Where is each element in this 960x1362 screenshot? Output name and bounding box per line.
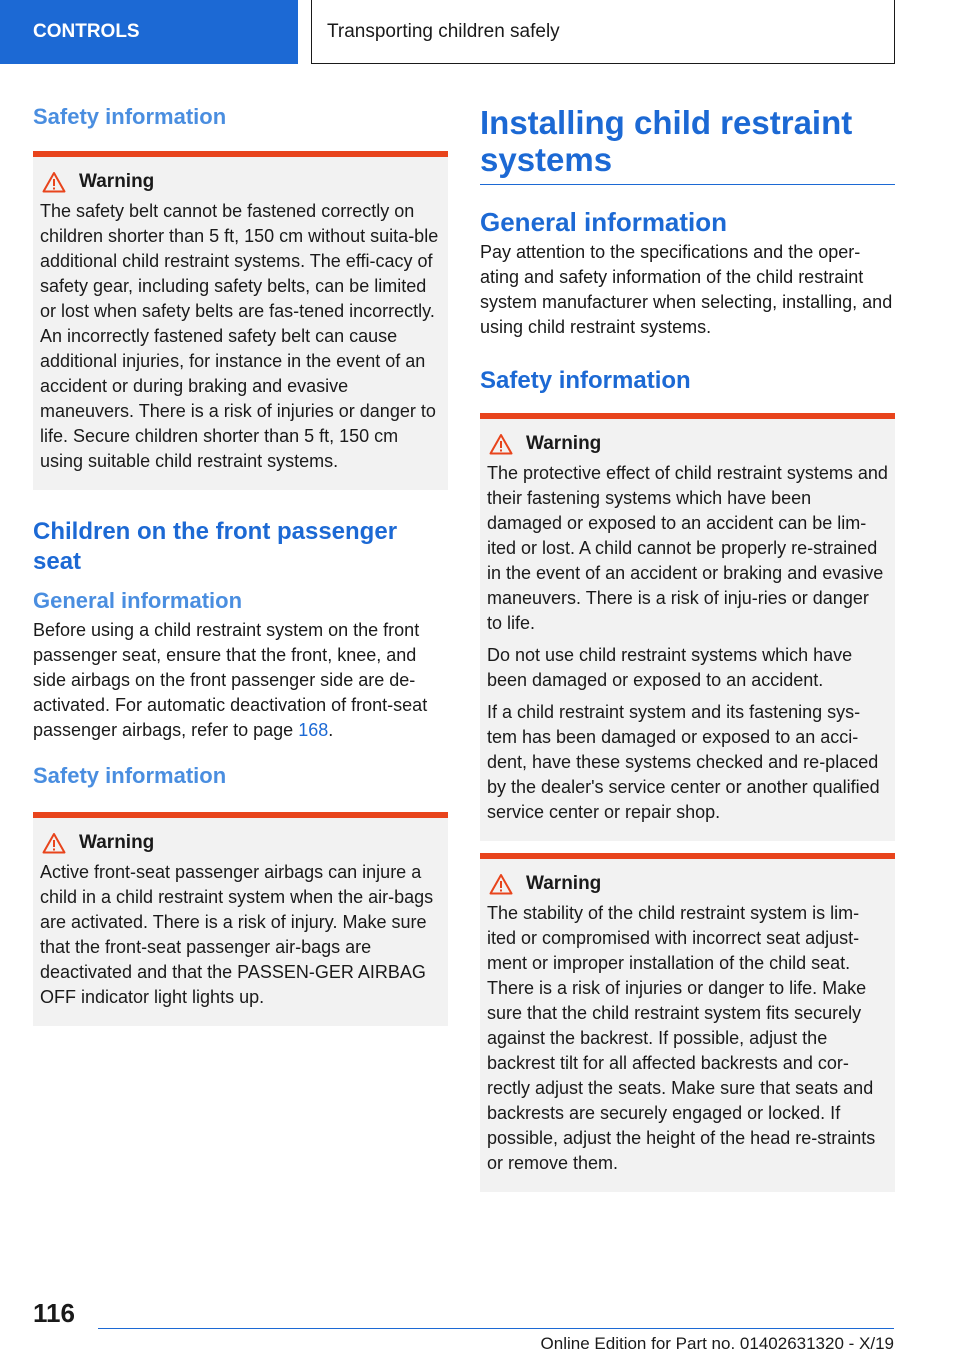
- general-text: Before using a child restraint system on the front passenger seat, ensure that the front, knee, and side airbags on the front passenger side are de-activated. For automatic deactivation of front-seat passenger airbags, refer to page 168.: [33, 620, 428, 740]
- warning-header: [40, 171, 441, 193]
- warning-triangle-icon: [42, 171, 66, 193]
- warning-header: [487, 433, 888, 455]
- warning-header: [487, 873, 888, 895]
- warning-box: [33, 151, 448, 490]
- warning-paragraph-2: Do not use child restraint systems which have been damaged or exposed to an accident.: [487, 645, 853, 690]
- general-heading: General information: [33, 588, 243, 613]
- warning-paragraph-3: If a child restraint system and its fastening sys-tem has been damaged or exposed to an acci-dent, have these systems checked and re-placed by the dealer's service center or another qualified service center or repair shop.: [487, 702, 880, 822]
- warning-text: The stability of the child restraint system is lim-ited or compromised with incorrect seat adjust-ment or improper installation of the child seat. There is a risk of injuries or danger to life. Make sure that the child restraint system fits securely against the backrest. If possible, adjust the backrest tilt for all affected backrests and cor-rectly adjust the seats. Make sure that seats and backrests are securely engaged or locked. If possible, adjust the height of the head re-straints or remove them.: [487, 903, 876, 1173]
- heading-rule: [480, 184, 895, 185]
- safety-heading: Safety information: [480, 367, 691, 394]
- general-text: Pay attention to the specifications and the oper-ating and safety information of the child restraint system manufacturer when selecting, installing, and using child restraint systems.: [480, 242, 893, 337]
- safety-heading: Safety information: [33, 104, 227, 129]
- right-column: [480, 104, 895, 1192]
- warning-title: Warning: [79, 832, 155, 853]
- warning-triangle-icon: [42, 832, 66, 854]
- left-column: [33, 100, 448, 1026]
- page-number: 116: [33, 1298, 75, 1328]
- warning-header: [40, 832, 441, 854]
- warning-text: Active front-seat passenger airbags can injure a child in a child restraint system when the air-bags are activated. There is a risk of injury. Make sure that the front-seat passenger air-bags are deactivated and that the PASSEN-GER AIRBAG OFF indicator light lights up.: [40, 862, 434, 1007]
- warning-triangle-icon: [489, 873, 513, 895]
- page-reference-link[interactable]: 168: [298, 720, 329, 740]
- footer-edition: Online Edition for Part no. 01402631320 - X/19: [540, 1334, 894, 1353]
- warning-title: Warning: [79, 171, 155, 192]
- warning-box-2: [33, 812, 448, 1026]
- warning-text: The safety belt cannot be fastened correctly on children shorter than 5 ft, 150 cm without suita-ble additional child restraint systems. The effi-cacy of safety gear, including safety belts, can be limited or lost when safety belts are fas-tened incorrectly. An incorrectly fastened safety belt can cause additional injuries, for instance in the event of an accident or during braking and evasive maneuvers. There is a risk of injuries or danger to life. Secure children shorter than 5 ft, 150 cm using suitable child restraint systems.: [40, 201, 439, 471]
- general-heading: General information: [480, 207, 728, 237]
- section-tab: CONTROLS: [0, 0, 298, 64]
- warning-triangle-icon: [489, 433, 513, 455]
- warning-box-2: [480, 853, 895, 1192]
- chapter-title: Transporting children safely: [311, 0, 895, 64]
- warning-title: Warning: [526, 433, 602, 454]
- warning-paragraph-1: The protective effect of child restraint systems and their fastening systems which have been damaged or exposed to an accident can be lim-ited or lost. A child cannot be properly re-strained in the event of an accident or braking and evasive maneuvers. There is a risk of inju-ries or danger to life.: [487, 463, 888, 633]
- main-heading: Installing child restraint systems: [480, 104, 853, 178]
- warning-box: [480, 413, 895, 841]
- warning-title: Warning: [526, 873, 602, 894]
- children-heading: Children on the front passenger seat: [33, 518, 398, 575]
- safety-heading-2: Safety information: [33, 763, 227, 788]
- footer-rule: [98, 1328, 894, 1329]
